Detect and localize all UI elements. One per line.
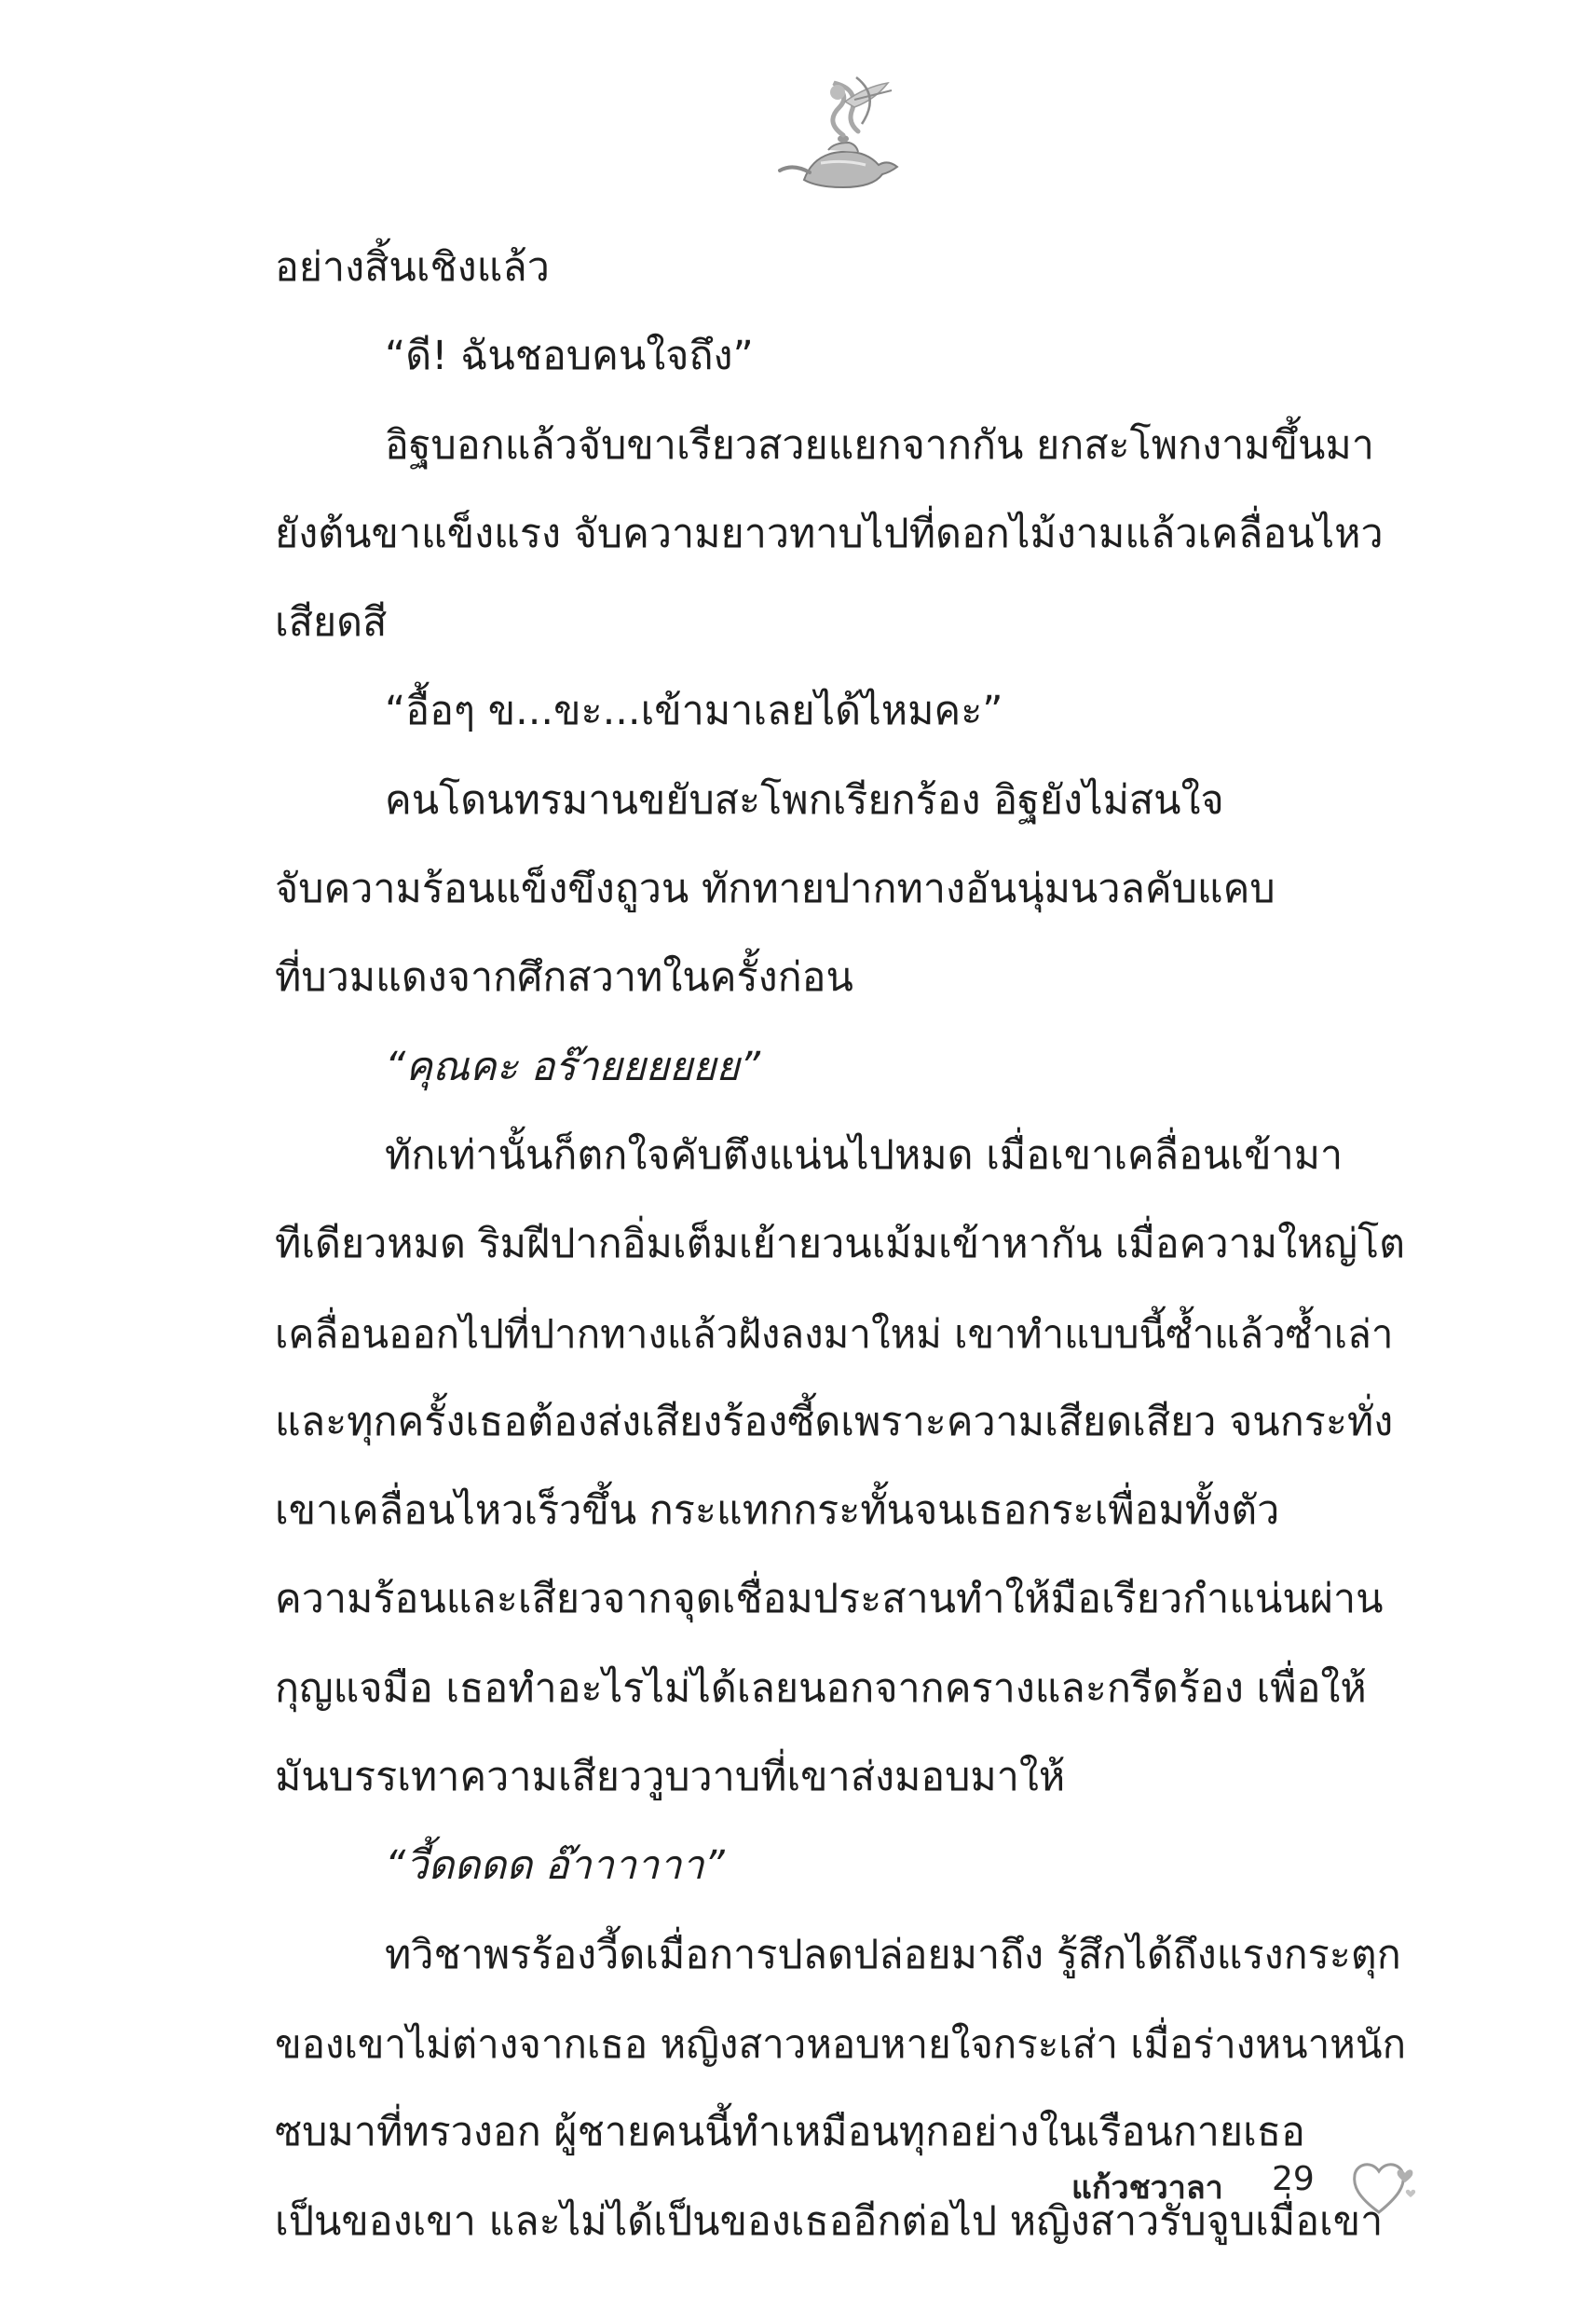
text-line: ซบมาที่ทรวงอก ผู้ชายคนนี้ทำเหมือนทุกอย่างในเรือนกายเธอ bbox=[275, 2109, 1305, 2156]
paragraph bbox=[275, 667, 1416, 756]
body-text bbox=[275, 224, 1416, 2266]
text-line: “วี้ดดดด อ๊าาาาาา” bbox=[385, 1842, 725, 1890]
text-line: อย่างสิ้นเชิงแล้ว bbox=[275, 244, 550, 291]
text-line: และทุกครั้งเธอต้องส่งเสียงร้องซี้ดเพราะความเสียดเสียว จนกระทั่ง bbox=[275, 1398, 1394, 1445]
book-title: แก้วชวาลา bbox=[1071, 2169, 1223, 2207]
text-line: เขาเคลื่อนไหวเร็วขึ้น กระแทกกระทั้นจนเธอกระเพื่อมทั้งตัว bbox=[275, 1487, 1280, 1535]
paragraph bbox=[275, 402, 1416, 668]
paragraph bbox=[275, 1822, 1416, 1910]
text-line: ของเขาไม่ต่างจากเธอ หญิงสาวหอบหายใจกระเส่า เมื่อร่างหนาหนัก bbox=[275, 2020, 1407, 2067]
page-number: 29 bbox=[1272, 2160, 1315, 2198]
paragraph bbox=[275, 757, 1416, 1023]
paragraph bbox=[275, 224, 1416, 312]
text-line: “อื้อๆ ข...ขะ...เข้ามาเลยได้ไหมคะ” bbox=[385, 688, 1003, 735]
text-line: เคลื่อนออกไปที่ปากทางแล้วฝังลงมาใหม่ เขาทำแบบนี้ซ้ำแล้วซ้ำเล่า bbox=[275, 1310, 1394, 1357]
text-line: ทักเท่านั้นก็ตกใจคับตึงแน่นไปหมด เมื่อเขาเคลื่อนเข้ามา bbox=[385, 1131, 1344, 1179]
paragraph bbox=[275, 1023, 1416, 1112]
cupid-lamp-ornament-icon bbox=[769, 70, 908, 200]
text-line: ความร้อนและเสียวจากจุดเชื่อมประสานทำให้มือเรียวกำแน่นผ่าน bbox=[275, 1576, 1384, 1623]
paragraph bbox=[275, 312, 1416, 401]
paragraph bbox=[275, 1112, 1416, 1822]
text-line: มันบรรเทาความเสียววูบวาบที่เขาส่งมอบมาให้ bbox=[275, 1754, 1066, 1801]
text-line: อิฐบอกแล้วจับขาเรียวสวยแยกจากกัน ยกสะโพกงามขึ้นมา bbox=[385, 421, 1374, 469]
text-line: “คุณคะ อร๊ายยยยยย” bbox=[385, 1043, 760, 1090]
text-line: ทวิชาพรร้องวี้ดเมื่อการปลดปล่อยมาถึง รู้สึกได้ถึงแรงกระตุก bbox=[385, 1931, 1401, 1978]
text-line: กุญแจมือ เธอทำอะไรไม่ได้เลยนอกจากครางและกรีดร้อง เพื่อให้ bbox=[275, 1664, 1367, 1712]
text-line: ที่บวมแดงจากศึกสวาทในครั้งก่อน bbox=[275, 954, 853, 1002]
page-footer bbox=[1071, 2154, 1444, 2220]
heart-icon bbox=[1351, 2154, 1425, 2220]
text-line: จับความร้อนแข็งขึงถูวน ทักทายปากทางอันนุ่มนวลคับแคบ bbox=[275, 866, 1275, 913]
text-line: “ดี! ฉันชอบคนใจถึง” bbox=[385, 333, 754, 380]
text-line: เสียดสี bbox=[275, 599, 388, 647]
text-line: ยังต้นขาแข็งแรง จับความยาวทาบไปที่ดอกไม้งามแล้วเคลื่อนไหว bbox=[275, 510, 1384, 557]
text-line: เป็นของเขา และไม่ได้เป็นของเธออีกต่อไป หญิงสาวรับจูบเมื่อเขา bbox=[275, 2197, 1384, 2245]
text-line: ทีเดียวหมด ริมฝีปากอิ่มเต็มเย้ายวนเม้มเข้าหากัน เมื่อความใหญ่โต bbox=[275, 1221, 1406, 1268]
text-line: คนโดนทรมานขยับสะโพกเรียกร้อง อิฐยังไม่สนใจ bbox=[385, 776, 1224, 824]
